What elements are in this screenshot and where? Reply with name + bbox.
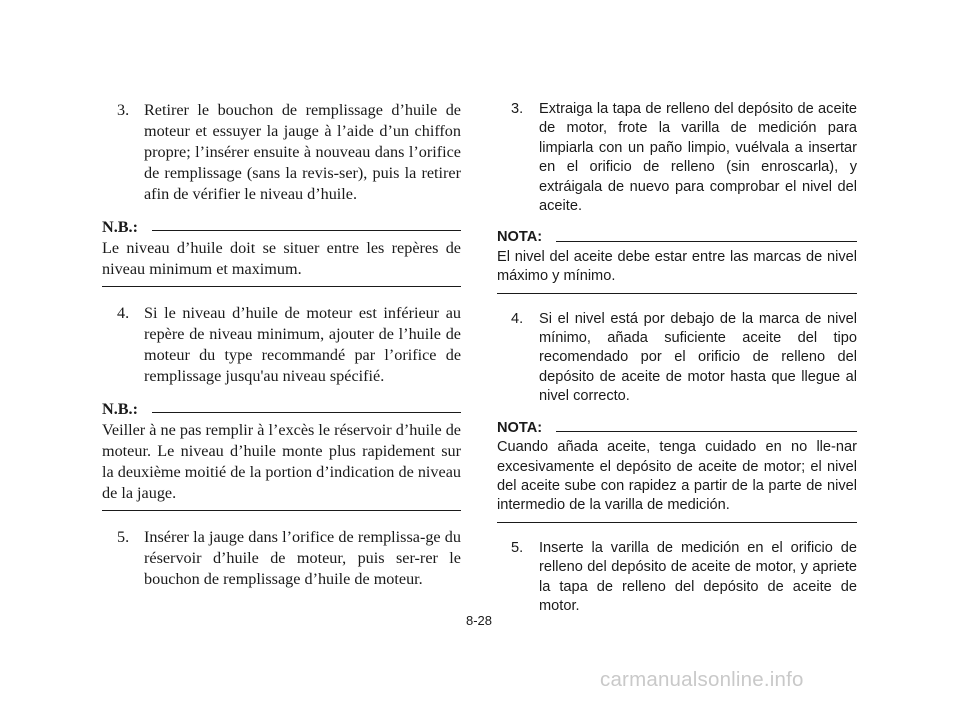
step-4-es xyxy=(497,310,857,407)
note-2-es xyxy=(497,419,857,523)
step-number: 4. xyxy=(511,310,524,327)
spanish-column xyxy=(497,100,857,616)
note-header xyxy=(102,399,461,420)
watermark: carmanualsonline.info xyxy=(600,668,804,691)
note-end-rule xyxy=(497,293,857,294)
note-text: Veiller à ne pas remplir à l’excès le réservoir d’huile de moteur. Le niveau d’huile monte plus rapidement sur la deuxième moitié de la portion d’indication de niveau de la jauge. xyxy=(102,421,461,502)
note-rule xyxy=(556,431,857,432)
step-number: 4. xyxy=(117,304,130,322)
note-header xyxy=(497,419,857,438)
step-number: 3. xyxy=(117,101,130,119)
step-number: 5. xyxy=(511,539,524,556)
step-3-fr xyxy=(102,100,461,205)
step-4-fr xyxy=(102,303,461,387)
note-header xyxy=(102,217,461,238)
step-number: 3. xyxy=(511,101,524,117)
note-label: NOTA: xyxy=(497,419,543,436)
note-text: Cuando añada aceite, tenga cuidado en no lle-nar excesivamente el depósito de aceite de motor; el nivel del aceite sube con rapidez a partir de la parte de nivel intermedio de la varilla de medición. xyxy=(497,439,857,514)
note-rule xyxy=(556,241,857,242)
step-text: Insérer la jauge dans l’orifice de remplissa-ge du réservoir d’huile de moteur, puis ser-rer le bouchon de remplissage d’huile de moteur. xyxy=(144,528,461,588)
note-header xyxy=(497,228,857,247)
step-number: 5. xyxy=(117,528,130,546)
note-end-rule xyxy=(102,286,461,287)
note-text: Le niveau d’huile doit se situer entre les repères de niveau minimum et maximum. xyxy=(102,239,461,278)
step-text: Si le niveau d’huile de moteur est inférieur au repère de niveau minimum, ajouter de l’huile de moteur du type recommandé par l’orifice de remplissage jusqu'au niveau spécifié. xyxy=(144,304,461,385)
step-text: Si el nivel está por debajo de la marca de nivel mínimo, añada suficiente aceite del tipo recomendado por el orificio de relleno del depósito de aceite de motor hasta que llegue al nivel correcto. xyxy=(539,310,857,405)
step-text: Inserte la varilla de medición en el orificio de relleno del depósito de aceite de motor, y apriete la tapa de relleno del depósito de aceite de motor. xyxy=(539,539,857,614)
step-3-es xyxy=(497,100,857,216)
page-number: 8-28 xyxy=(466,613,493,628)
note-label: N.B.: xyxy=(102,218,138,236)
note-rule xyxy=(152,412,461,413)
step-5-es xyxy=(497,539,857,617)
french-column xyxy=(102,100,461,590)
note-2-fr xyxy=(102,399,461,511)
note-rule xyxy=(152,230,461,231)
step-text: Extraiga la tapa de relleno del depósito de aceite de motor, frote la varilla de medición para limpiarla con un paño limpio, vuélvala a insertar en el orificio de relleno (sin enroscarla), y extráigala de nuevo para comprobar el nivel del aceite. xyxy=(539,101,857,215)
step-text: Retirer le bouchon de remplissage d’huile de moteur et essuyer la jauge à l’aide d’un chiffon propre; l’insérer ensuite à nouveau dans l’orifice de remplissage (sans la revis-ser), puis la retirer afin de vérifier le niveau d’huile. xyxy=(144,101,461,203)
note-end-rule xyxy=(497,522,857,523)
step-5-fr xyxy=(102,527,461,590)
note-1-es xyxy=(497,228,857,293)
note-text: El nivel del aceite debe estar entre las marcas de nivel máximo y mínimo. xyxy=(497,248,857,285)
note-end-rule xyxy=(102,510,461,511)
note-1-fr xyxy=(102,217,461,287)
note-label: NOTA: xyxy=(497,229,543,246)
note-label: N.B.: xyxy=(102,400,138,418)
